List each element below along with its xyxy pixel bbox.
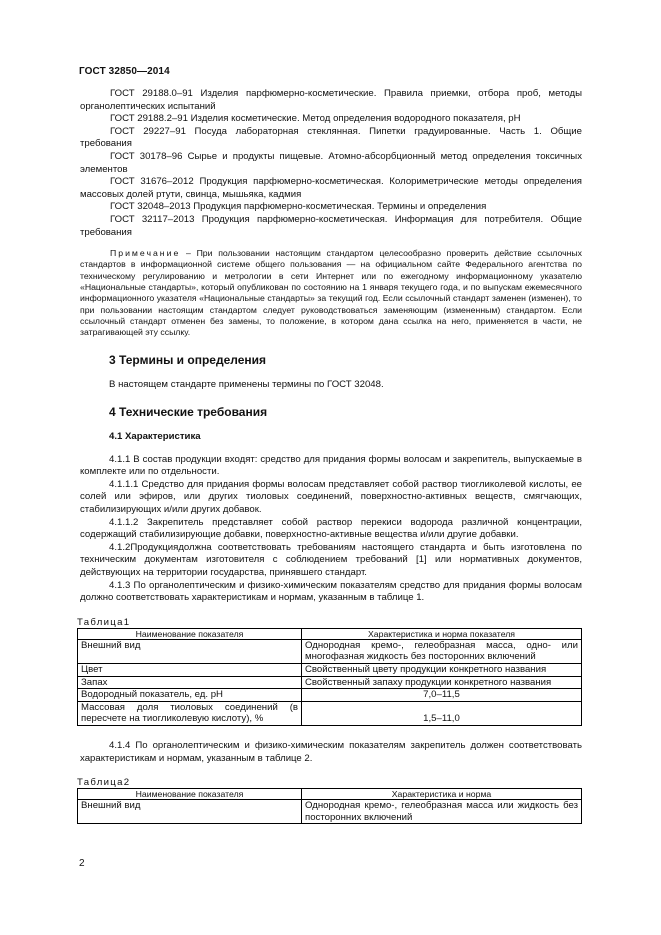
document-body (77, 88, 582, 824)
table-cell: Свойственный запаху продукции конкретного названия (302, 676, 582, 689)
note-paragraph (80, 248, 582, 338)
table-cell: Запах (78, 676, 302, 689)
reference-item: ГОСТ 31676–2012 Продукция парфюмерно-косметическая. Колориметрические методы определения массовых долей ртути, свинца, мышьяка, кадмия (80, 176, 582, 200)
table-row (78, 664, 582, 677)
table-cell: 7,0–11,5 (302, 689, 582, 702)
reference-item: ГОСТ 30178–96 Сырье и продукты пищевые. Атомно-абсорбционный метод определения токсичных элементов (80, 150, 582, 175)
note-label: Примечание (110, 248, 181, 259)
table-header-cell: Наименование показателя (78, 789, 302, 800)
table-2-caption: Таблица2 (77, 777, 131, 789)
normative-references-list (80, 88, 582, 239)
reference-item: ГОСТ 32048–2013 Продукция парфюмерно-косметическая. Термины и определения (110, 201, 487, 213)
table-header-cell: Наименование показателя (78, 628, 302, 639)
table-cell: Внешний вид (78, 800, 302, 824)
document-header: ГОСТ 32850—2014 (79, 66, 170, 77)
section-3-heading: 3 Термины и определения (109, 352, 267, 367)
table-cell: Цвет (78, 664, 302, 677)
table-row (78, 676, 582, 689)
table-header-row (78, 628, 582, 639)
table-cell: 1,5–11,0 (302, 701, 582, 725)
table-1-caption: Таблица1 (77, 616, 131, 628)
table-row (78, 639, 582, 663)
table-cell: Однородная кремо-, гелеобразная масса, одно- или многофазная жидкость без посторонних включений (302, 639, 582, 663)
table-row (78, 800, 582, 824)
table-header-cell: Характеристика и норма показателя (302, 628, 582, 639)
table-2 (77, 788, 582, 824)
table-header-cell: Характеристика и норма (302, 789, 582, 800)
reference-item: ГОСТ 29227–91 Посуда лабораторная стеклянная. Пипетки градуированные. Часть 1. Общие требования (80, 125, 582, 150)
table-row (78, 701, 582, 725)
subsection-4-1-heading: 4.1 Характеристика (109, 431, 201, 443)
section-4-heading: 4 Технические требования (109, 405, 268, 420)
paragraph-4-1-2: 4.1.2Продукциядолжна соответствовать требованиям настоящего стандарта и быть изготовлена по техническим документам изготовителя с соблюдением требований [1] или нормативных документов, действующих на территории государства, принявшего стандарт. (80, 541, 582, 579)
paragraph-4-1-1-1: 4.1.1.1 Средство для придания формы волосам представляет собой раствор тиогликолевой кислоты, ее солей или эфиров, или других тиоловых соединений, поверхностно-активных веществ, смягчающих, стабилизирующих и/или других добавок. (80, 478, 582, 516)
table-cell: Массовая доля тиоловых соединений (в пересчете на тиогликолевую кислоту), % (78, 701, 302, 725)
paragraph-4-1-4: 4.1.4 По органолептическим и физико-химическим показателям закрепитель должен соответствовать характеристикам и нормам, указанным в таблице 2. (80, 739, 582, 764)
table-cell: Водородный показатель, ед. pH (78, 689, 302, 702)
table-row (78, 689, 582, 702)
table-cell: Свойственный цвету продукции конкретного названия (302, 664, 582, 677)
reference-item: ГОСТ 32117–2013 Продукция парфюмерно-косметическая. Информация для потребителя. Общие требования (80, 213, 582, 238)
section-3-text: В настоящем стандарте применены термины по ГОСТ 32048. (109, 378, 384, 390)
paragraph-4-1-1: 4.1.1 В состав продукции входят: средство для придания формы волосам и закрепитель, выпускаемые в комплекте или по отдельности. (80, 453, 582, 478)
reference-item: ГОСТ 29188.0–91 Изделия парфюмерно-косметические. Правила приемки, отбора проб, методы органолептических испытаний (80, 88, 582, 112)
table-cell: Внешний вид (78, 639, 302, 663)
paragraph-4-1-1-2: 4.1.1.2 Закрепитель представляет собой раствор перекиси водорода различной концентрации, содержащий стабилизирующие добавки, поверхностно-активные вещества и/или другие добавки. (80, 516, 582, 541)
note-text: – При пользовании настоящим стандартом целесообразно проверить действие ссылочных стандартов в информационной системе общего пользования — на официальном сайте Федерального агентства по техническому регулированию и метрологии в сети Интернет или по ежегодному информационному указателю «Национальные стандарты», который опубликован по состоянию на 1 января текущего года, и по выпускам ежемесячного информационного указателя «Национальные стандарты» за текущий год. Если ссылочный стандарт заменен (изменен), то при пользовании настоящим стандартом следует руководствоваться заменяющим (измененным) стандартом. Если ссылочный стандарт отменен без замены, то положение, в котором дана ссылка на него, применяется в части, не затрагивающей эту ссылку. (80, 248, 582, 338)
table-1 (77, 628, 582, 726)
table-cell: Однородная кремо-, гелеобразная масса или жидкость без посторонних включений (302, 800, 582, 824)
page-number: 2 (79, 858, 85, 869)
reference-item: ГОСТ 29188.2–91 Изделия косметические. Метод определения водородного показателя, pH (110, 113, 521, 125)
paragraph-4-1-3: 4.1.3 По органолептическим и физико-химическим показателям средство для придания формы волосам должно соответствовать характеристикам и нормам, указанным в таблице 1. (80, 579, 582, 604)
table-header-row (78, 789, 582, 800)
